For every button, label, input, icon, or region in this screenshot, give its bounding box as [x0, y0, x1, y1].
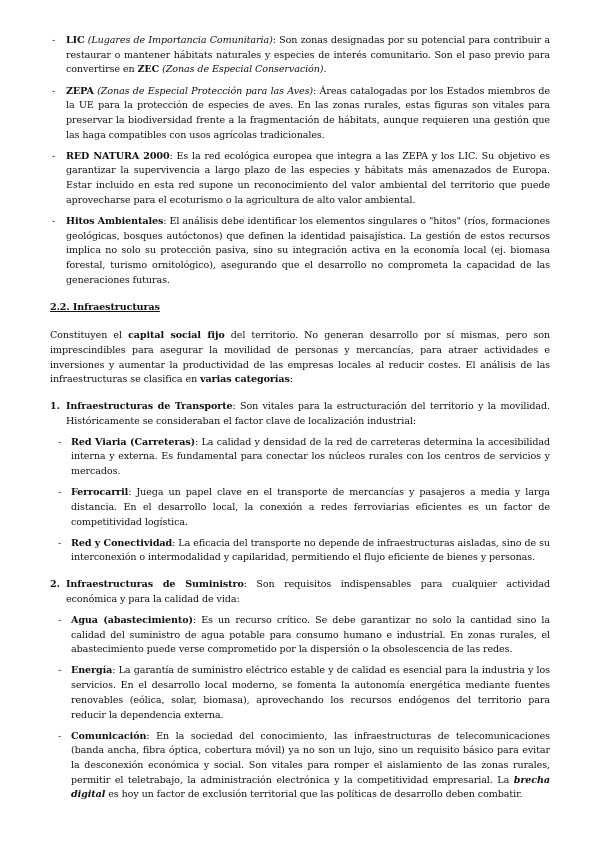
category-text: : Son requisitos indispensables para cualquier actividad económica y para la calidad de vida:: [66, 579, 550, 605]
bullet-hitos: [50, 215, 550, 289]
category-title: Infraestructuras de Suministro: [66, 579, 244, 591]
intro-text-c: del territorio. No generan desarrollo por sí mismas, pero son imprescindibles para asegurar la movilidad de personas y mercancías, para atraer actividades e inversiones y aumentar la productividad de las empresas locales al reducir costes. El análisis de las infraestructuras se clasifica en: [50, 330, 550, 386]
item-term: Red y Conectividad: [71, 537, 173, 549]
bullet-dash: -: [58, 614, 62, 626]
bullet-red-natura: [50, 150, 550, 209]
item-term: Agua (abastecimiento): [71, 614, 193, 626]
item-text: : Juega un papel clave en el transporte de mercancías y pasajeros a media y larga distancia. En el desarrollo local, la conexión a redes ferroviarias eficientes es un factor de competitividad logística.: [71, 487, 550, 528]
category-number: 1.: [50, 400, 60, 412]
category-number: 2.: [50, 579, 60, 591]
bullet-dash: -: [58, 665, 62, 677]
item-term: Ferrocarril: [71, 487, 129, 499]
term-zec-desc: (Zonas de Especial Conservación): [159, 64, 324, 76]
item-ferrocarril: [50, 486, 550, 530]
term-zepa: ZEPA: [66, 85, 94, 97]
bullet-dash: -: [58, 537, 62, 549]
zepa-text: : Áreas catalogadas por los Estados miembros de la UE para la protección de especies de aves. En las zonas rurales, estas figuras son vitales para preservar la biodiversidad frente a la fragmentación de hábitats, aunque requieren una gestión que las haga compatibles con usos agrícolas tradicionales.: [66, 85, 550, 141]
item-agua: [50, 614, 550, 658]
item-term: Energía: [71, 665, 113, 677]
item-term: Red Viaria (Carreteras): [71, 436, 196, 448]
category-suministro: [50, 578, 550, 607]
term-lic: LIC: [66, 35, 85, 46]
term-hitos: Hitos Ambientales: [66, 215, 164, 227]
item-term: Comunicación: [71, 730, 147, 742]
intro-text-a: Constituyen el: [50, 330, 129, 342]
section-heading: 2.2. Infraestructuras: [50, 302, 160, 314]
item-emphasis-brecha: brecha digital: [71, 774, 550, 801]
term-lic-desc: (Lugares de Importancia Comunitaria): [84, 35, 273, 46]
bullet-dash: -: [58, 730, 62, 742]
category-transporte: [50, 400, 550, 429]
term-red-natura: RED NATURA 2000: [66, 150, 170, 162]
item-red-viaria: [50, 436, 550, 480]
item-text-end: es hoy un factor de exclusión territorial que las políticas de desarrollo deben combatir.: [105, 789, 523, 801]
bullet-dash: -: [58, 436, 62, 448]
intro-bold-categorias: varias categorías: [200, 374, 290, 386]
intro-bold-capital: capital social fijo: [128, 330, 225, 342]
bullet-zepa: [50, 85, 550, 144]
category-title: Infraestructuras de Transporte: [66, 400, 233, 412]
bullet-dash: -: [52, 85, 56, 97]
bullet-dash: -: [52, 150, 56, 162]
category-text: : Son vitales para la estructuración del territorio y la movilidad. Históricamente se consideraban el factor clave de localización industrial:: [66, 400, 550, 427]
item-text: : Es un recurso crítico. Se debe garantizar no solo la cantidad sino la calidad del suministro de agua potable para consumo humano e industrial. En zonas rurales, el abastecimiento puede verse comprometido por la dispersión o la obsolescencia de las redes.: [71, 614, 550, 656]
item-text: : La garantía de suministro eléctrico estable y de calidad es esencial para la industria y los servicios. En el desarrollo local moderno, se fomenta la autonomía energética mediante fuentes renovables (eólica, solar, biomasa), aprovechando los recursos endógenos del territorio para reducir la dependencia externa.: [71, 665, 550, 721]
bullet-dash: -: [58, 487, 62, 499]
section-intro: [50, 329, 550, 388]
item-text: : En la sociedad del conocimiento, las infraestructuras de telecomunicaciones (banda ancha, fibra óptica, cobertura móvil) ya no son un lujo, sino un requisito básico para evitar la desconexión económica y social. Son vitales para romper el aislamiento de las zonas rurales, permitir el teletrabajo, la administración electrónica y la competitividad empresarial. La: [71, 730, 550, 786]
item-text: : La eficacia del transporte no depende de infraestructuras aisladas, sino de su interconexión o intermodalidad y capilaridad, permitiendo el flujo eficiente de bienes y personas.: [71, 537, 550, 564]
bullet-dash: -: [52, 215, 56, 227]
bullet-lic: [50, 34, 550, 78]
item-comunicacion: [50, 730, 550, 804]
bullet-dash: -: [52, 35, 56, 46]
red-natura-text: : Es la red ecológica europea que integra a las ZEPA y los LIC. Su objetivo es garantizar la supervivencia a largo plazo de las especies y hábitats más amenazados de Europa. Estar incluido en esta red supone un reconocimiento del valor ambiental del territorio que puede aprovecharse para el ecoturismo o la agricultura de alto valor ambiental.: [66, 150, 550, 206]
term-zec: ZEC: [137, 64, 160, 76]
item-text: : La calidad y densidad de la red de carreteras determina la accesibilidad interna y externa. Es fundamental para conectar los núcleos rurales con los centros de servicios y mercados.: [71, 436, 550, 478]
term-zepa-desc: (Zonas de Especial Protección para las Aves): [93, 85, 314, 97]
hitos-text: : El análisis debe identificar los elementos singulares o "hitos" (ríos, formaciones geológicas, bosques autóctonos) que definen la identidad paisajística. La gestión de estos recursos implica no solo su protección pasiva, sino su integración activa en la economía local (ej. biomasa forestal, turismo ornitológico), asegurando que el desarrollo no comprometa la capacidad de las generaciones futuras.: [66, 215, 550, 286]
item-energia: [50, 664, 550, 723]
intro-text-e: :: [289, 374, 293, 386]
lic-end: .: [323, 64, 327, 76]
item-red-conectividad: [50, 537, 550, 566]
lic-text: : Son zonas designadas por su potencial para contribuir a restaurar o mantener hábitats naturales y especies de interés comunitario. Son el paso previo para convertirse en: [66, 35, 550, 76]
